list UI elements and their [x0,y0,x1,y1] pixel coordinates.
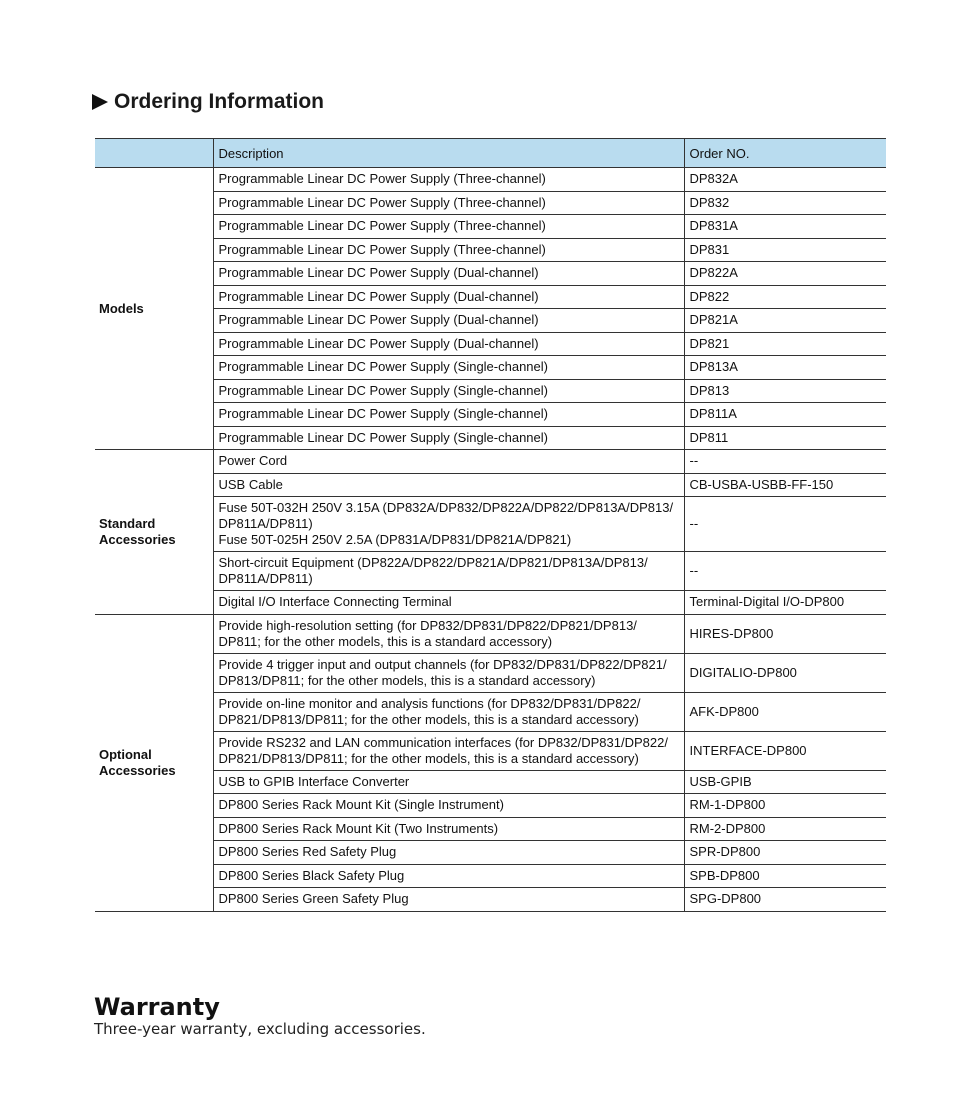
warranty-title: Warranty [94,993,220,1021]
description-cell: Digital I/O Interface Connecting Terminal [213,591,684,615]
description-cell: Programmable Linear DC Power Supply (Three-channel) [213,238,684,262]
table-row [95,332,886,356]
table-row [95,309,886,333]
table-row [95,238,886,262]
table-row [95,770,886,794]
order-no-cell: DP831 [684,238,886,262]
table-row [95,426,886,450]
table-row [95,497,886,552]
order-no-cell: DP832A [684,168,886,192]
arrow-right-icon [92,94,108,110]
description-cell: Programmable Linear DC Power Supply (Single-channel) [213,379,684,403]
table-row [95,552,886,591]
table-row [95,379,886,403]
description-cell: Power Cord [213,450,684,474]
table-row [95,692,886,731]
order-no-cell: USB-GPIB [684,770,886,794]
table-row [95,262,886,286]
warranty-text: Three-year warranty, excluding accessories. [94,1020,426,1038]
description-cell: DP800 Series Rack Mount Kit (Single Instrument) [213,794,684,818]
order-no-cell: DP813A [684,356,886,380]
order-no-cell: DP831A [684,215,886,239]
order-no-cell: SPG-DP800 [684,888,886,912]
order-no-cell: CB-USBA-USBB-FF-150 [684,473,886,497]
group-label: Models [95,168,213,450]
description-cell: Provide on-line monitor and analysis functions (for DP832/DP831/DP822/ DP821/DP813/DP811; for the other models, this is a standard accessory) [213,692,684,731]
description-cell: DP800 Series Rack Mount Kit (Two Instruments) [213,817,684,841]
order-no-cell: SPB-DP800 [684,864,886,888]
order-no-cell: DP832 [684,191,886,215]
table-row [95,473,886,497]
table-row [95,356,886,380]
header-description: Description [213,139,684,168]
order-no-cell: -- [684,497,886,552]
group-label: Standard Accessories [95,450,213,615]
table-row [95,215,886,239]
description-cell: Fuse 50T-032H 250V 3.15A (DP832A/DP832/DP822A/DP822/DP813A/DP813/ DP811A/DP811) Fuse 50T-025H 250V 2.5A (DP831A/DP831/DP821A/DP821) [213,497,684,552]
description-cell: Short-circuit Equipment (DP822A/DP822/DP821A/DP821/DP813A/DP813/ DP811A/DP811) [213,552,684,591]
order-no-cell: -- [684,552,886,591]
order-no-cell: INTERFACE-DP800 [684,731,886,770]
table-row [95,591,886,615]
table-row [95,653,886,692]
table-row [95,450,886,474]
table-row [95,864,886,888]
description-cell: USB to GPIB Interface Converter [213,770,684,794]
description-cell: Programmable Linear DC Power Supply (Dual-channel) [213,332,684,356]
description-cell: Programmable Linear DC Power Supply (Three-channel) [213,215,684,239]
description-cell: Provide 4 trigger input and output channels (for DP832/DP831/DP822/DP821/ DP813/DP811; for the other models, this is a standard accessory) [213,653,684,692]
section-heading [92,90,324,114]
header-group-cell [95,139,213,168]
order-no-cell: DP822 [684,285,886,309]
table-row [95,888,886,912]
description-cell: Programmable Linear DC Power Supply (Dual-channel) [213,309,684,333]
table-row [95,403,886,427]
table-row [95,285,886,309]
description-cell: DP800 Series Red Safety Plug [213,841,684,865]
table-row [95,191,886,215]
table-row [95,817,886,841]
description-cell: DP800 Series Green Safety Plug [213,888,684,912]
description-cell: Programmable Linear DC Power Supply (Single-channel) [213,356,684,380]
description-cell: Programmable Linear DC Power Supply (Single-channel) [213,426,684,450]
table-header-row [95,139,886,168]
order-no-cell: RM-1-DP800 [684,794,886,818]
table-row [95,168,886,192]
section-heading-text: Ordering Information [114,90,324,113]
order-no-cell: DP811A [684,403,886,427]
order-no-cell: Terminal-Digital I/O-DP800 [684,591,886,615]
order-no-cell: DP822A [684,262,886,286]
table-row [95,731,886,770]
order-no-cell: DP821 [684,332,886,356]
description-cell: DP800 Series Black Safety Plug [213,864,684,888]
description-cell: Programmable Linear DC Power Supply (Dual-channel) [213,285,684,309]
description-cell: Programmable Linear DC Power Supply (Dual-channel) [213,262,684,286]
description-cell: Programmable Linear DC Power Supply (Three-channel) [213,168,684,192]
order-no-cell: HIRES-DP800 [684,614,886,653]
ordering-table [95,138,886,912]
order-no-cell: DP811 [684,426,886,450]
description-cell: Provide high-resolution setting (for DP832/DP831/DP822/DP821/DP813/ DP811; for the other models, this is a standard accessory) [213,614,684,653]
table-row [95,841,886,865]
order-no-cell: DIGITALIO-DP800 [684,653,886,692]
description-cell: Provide RS232 and LAN communication interfaces (for DP832/DP831/DP822/ DP821/DP813/DP811; for the other models, this is a standard accessory) [213,731,684,770]
table-body [95,168,886,912]
order-no-cell: -- [684,450,886,474]
order-no-cell: RM-2-DP800 [684,817,886,841]
header-order-no: Order NO. [684,139,886,168]
group-label: Optional Accessories [95,614,213,911]
table-row [95,614,886,653]
table-row [95,794,886,818]
description-cell: Programmable Linear DC Power Supply (Single-channel) [213,403,684,427]
order-no-cell: DP813 [684,379,886,403]
order-no-cell: DP821A [684,309,886,333]
order-no-cell: SPR-DP800 [684,841,886,865]
description-cell: Programmable Linear DC Power Supply (Three-channel) [213,191,684,215]
description-cell: USB Cable [213,473,684,497]
order-no-cell: AFK-DP800 [684,692,886,731]
